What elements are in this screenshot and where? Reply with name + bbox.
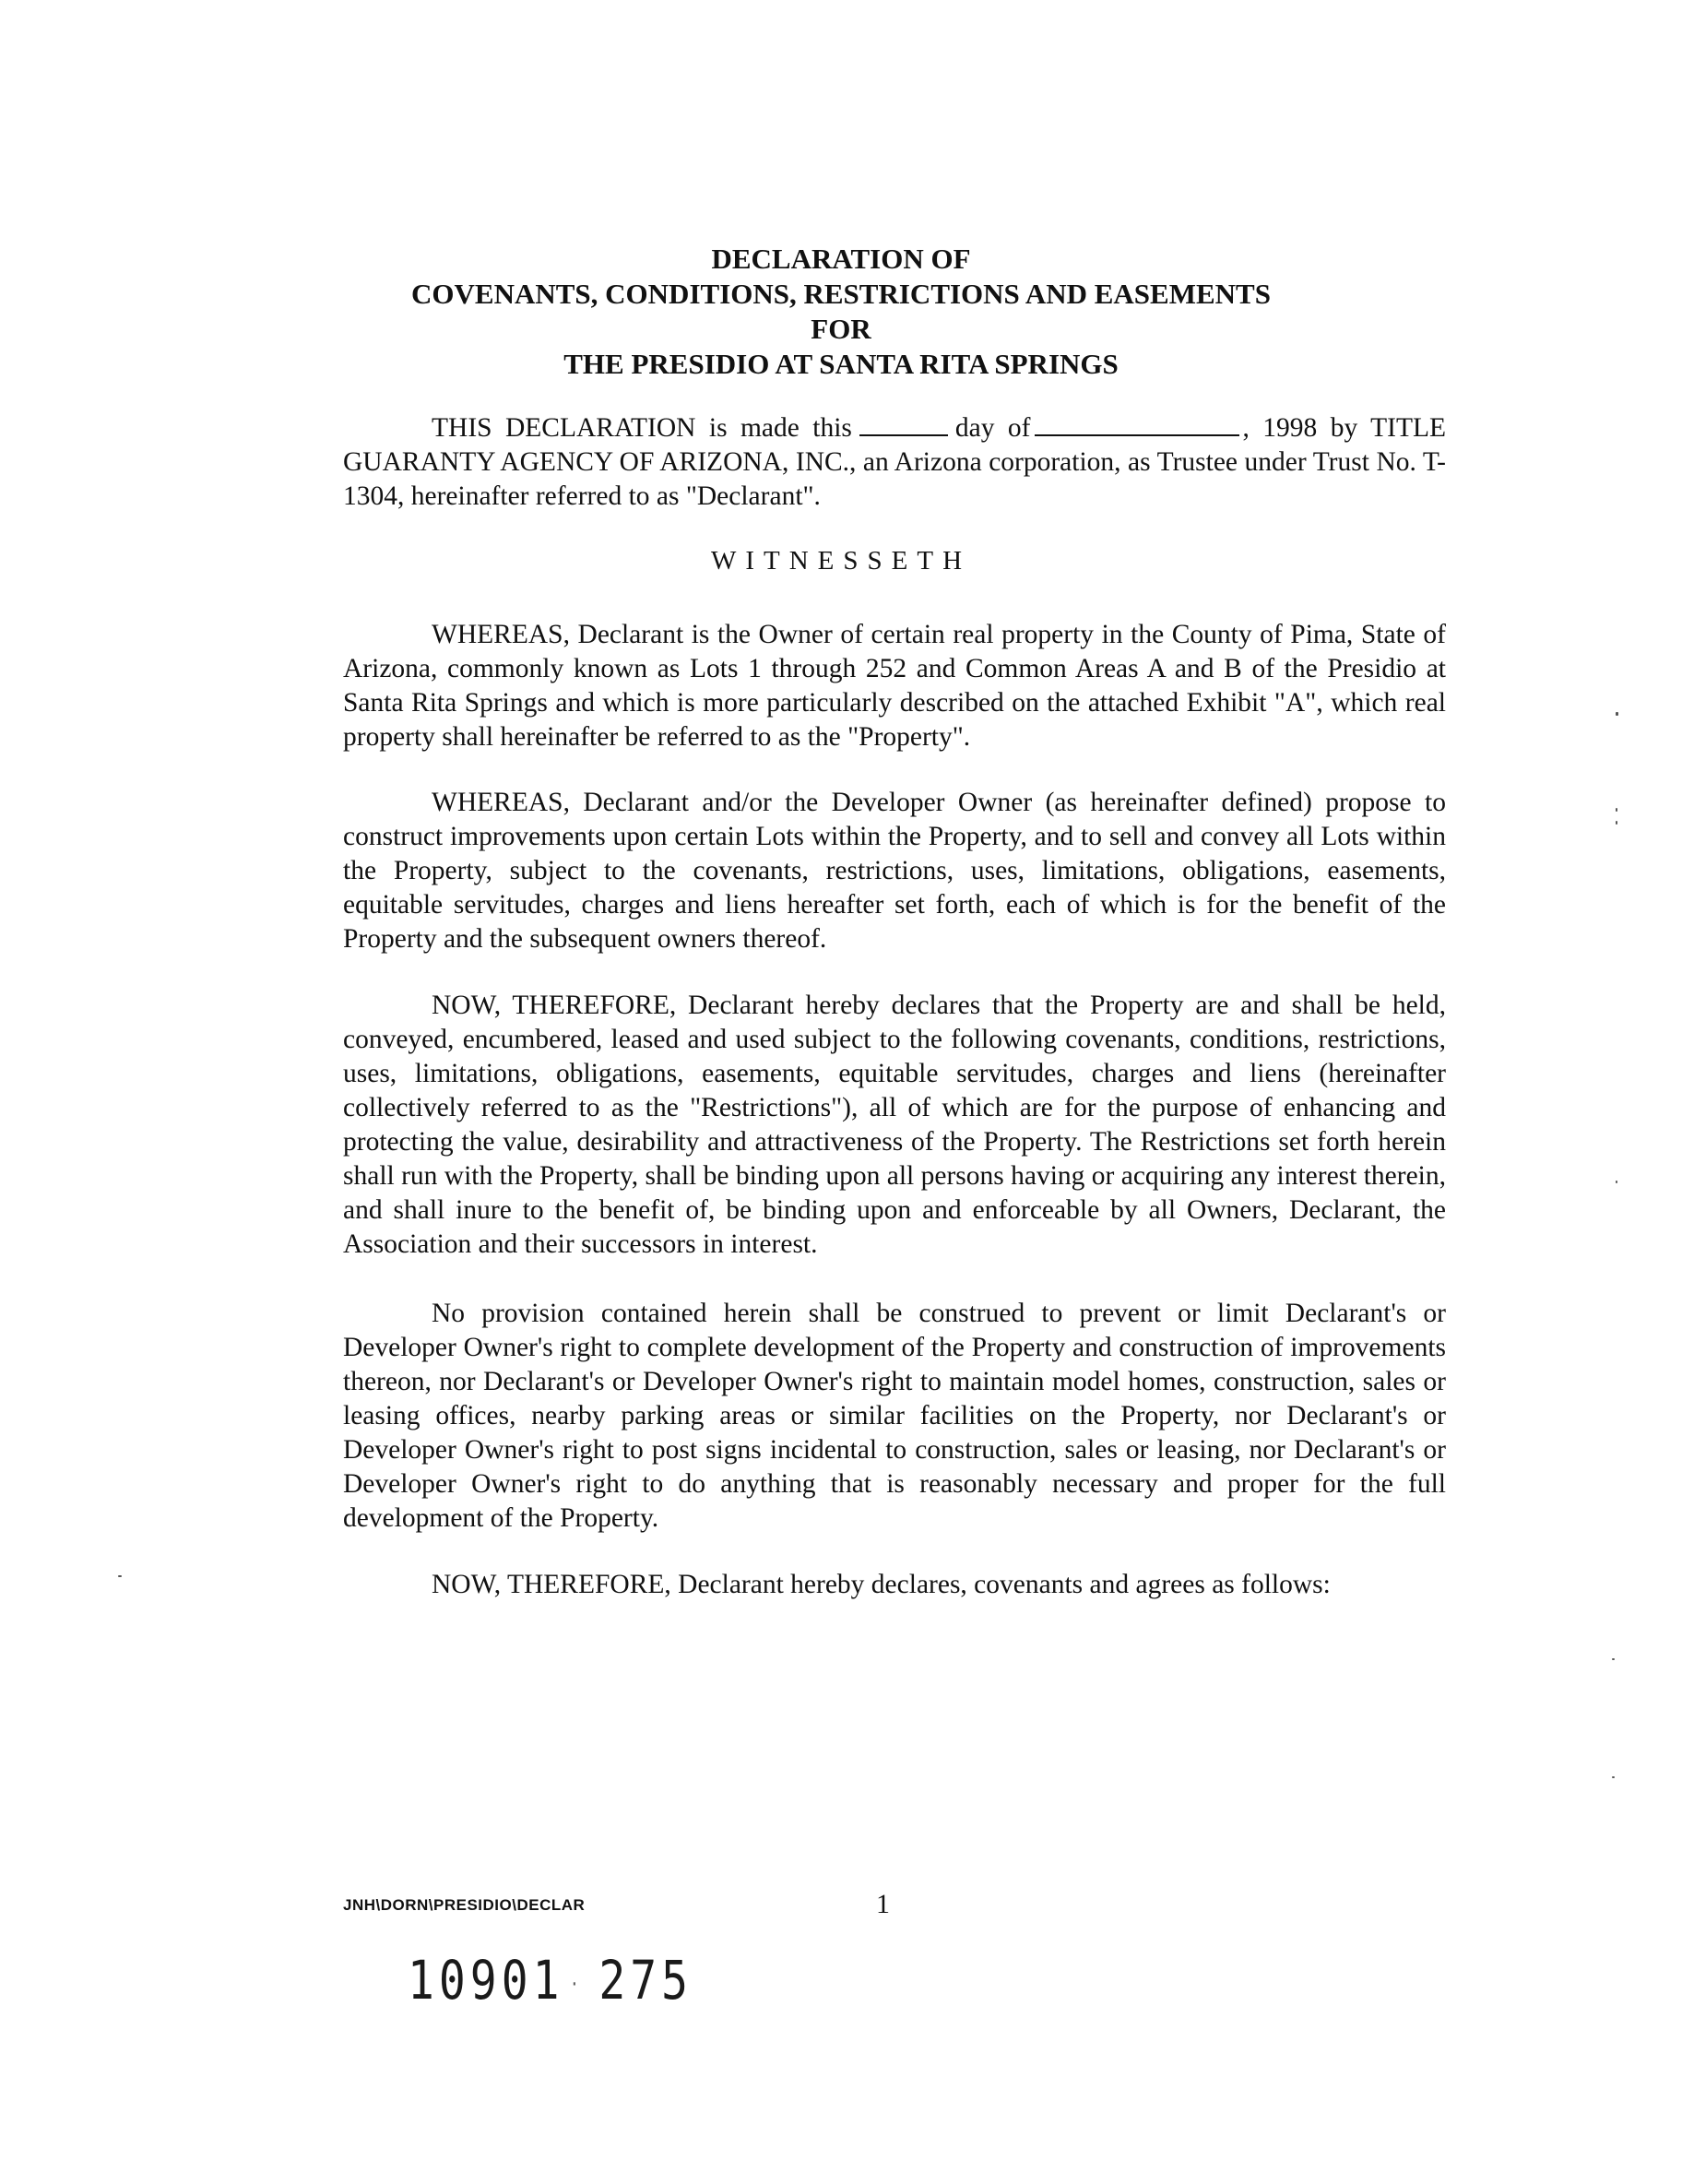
footer-file-path: JNH\DORN\PRESIDIO\DECLAR <box>343 1896 586 1914</box>
paragraph-no-provision: No provision contained herein shall be construed to prevent or limit Declarant's or Developer Owner's right to complete development of the Property and construction of improvements thereon, nor Declarant's or Developer Owner's right to maintain model homes, construction, sales or leasing offices, nearby parking areas or similar facilities on the Property, nor Declarant's or Developer Owner's right to post signs incidental to construction, sales or leasing, nor Declarant's or Developer Owner's right to do anything that is reasonably necessary and proper for the full development of the Property. <box>343 1299 1446 1533</box>
title-line-4: THE PRESIDIO AT SANTA RITA SPRINGS <box>563 348 1119 380</box>
paragraph-now-therefore-1: NOW, THEREFORE, Declarant hereby declares that the Property are and shall be held, conveyed, encumbered, leased and used subject to the following covenants, conditions, restrictions, uses, limitations, obligations, easements, equitable servitudes, charges and liens (hereinafter collectively referred to as the "Restrictions"), all of which are for the purpose of enhancing and protecting the value, desirability and attractiveness of the Property. The Restrictions set forth herein shall run with the Property, shall be binding upon all persons having or acquiring any interest therein, and shall inure to the benefit of, be binding upon and enforceable by all Owners, Declarant, the Association and their successors in interest. <box>343 991 1446 1259</box>
page-number: 1 <box>876 1889 890 1919</box>
witnesseth-heading: WITNESSETH <box>710 546 972 576</box>
scan-speck <box>1616 821 1617 825</box>
scan-speck <box>1616 712 1618 716</box>
month-blank <box>1035 412 1239 436</box>
paragraph-now-therefore-2: NOW, THEREFORE, Declarant hereby declares, covenants and agrees as follows: <box>432 1570 1331 1599</box>
scan-speck <box>1616 1181 1617 1183</box>
day-blank <box>859 412 948 436</box>
title-line-3: FOR <box>811 313 871 345</box>
intro-text-start: THIS DECLARATION is made this <box>432 413 852 443</box>
stamp-page-number: 275 <box>598 1950 693 2012</box>
intro-paragraph <box>343 411 1446 514</box>
scan-speck <box>1616 808 1617 812</box>
stamp-docket-number: 10901 <box>408 1950 564 2012</box>
stamp-separator: · <box>569 1972 585 1996</box>
scan-speck <box>1612 1776 1615 1778</box>
scan-speck <box>1612 1658 1615 1660</box>
scan-speck <box>118 1575 122 1577</box>
intro-text-rest: , 1998 by TITLE GUARANTY AGENCY OF ARIZONA, INC., an Arizona corporation, as Trustee under Trust No. T-1304, hereinafter referred to as "Declarant". <box>343 413 1446 511</box>
paragraph-whereas-2: WHEREAS, Declarant and/or the Developer Owner (as hereinafter defined) propose to construct improvements upon certain Lots within the Property, and to sell and convey all Lots within the Property, subject to the covenants, restrictions, uses, limitations, obligations, easements, equitable servitudes, charges and liens hereafter set forth, each of which is for the benefit of the Property and the subsequent owners thereof. <box>343 788 1446 954</box>
intro-text-day-of: day of <box>954 413 1031 443</box>
title-line-1: DECLARATION OF <box>711 243 971 275</box>
recording-stamp <box>408 1950 693 2012</box>
document-title <box>0 242 1682 382</box>
title-line-2: COVENANTS, CONDITIONS, RESTRICTIONS AND EASEMENTS <box>411 278 1271 310</box>
paragraph-whereas-1: WHEREAS, Declarant is the Owner of certain real property in the County of Pima, State of Arizona, commonly known as Lots 1 through 252 and Common Areas A and B of the Presidio at Santa Rita Springs and which is more particularly described on the attached Exhibit "A", which real property shall hereinafter be referred to as the "Property". <box>343 620 1446 752</box>
